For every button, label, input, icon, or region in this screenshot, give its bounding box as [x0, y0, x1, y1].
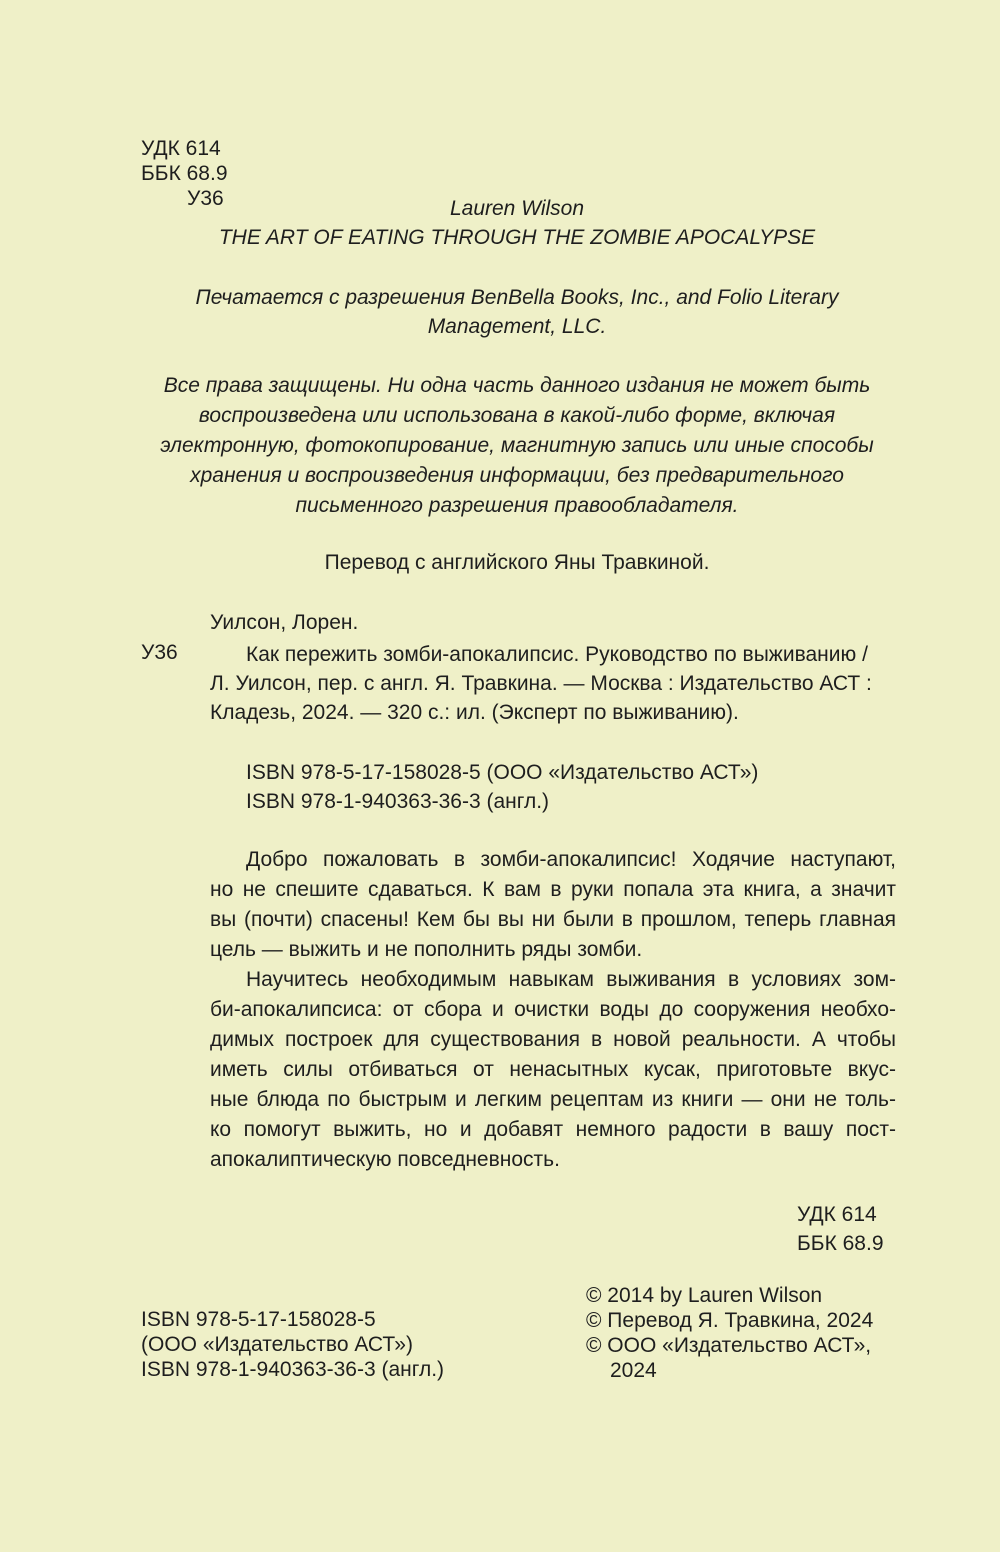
annotation-line: Научитесь необходимым навыкам выживания в условиях зом-	[246, 968, 896, 991]
annotation-paragraph-2	[210, 965, 896, 1175]
bbk-code: ББК 68.9	[141, 162, 228, 185]
catalog-heading: Уилсон, Лорен.	[210, 611, 359, 634]
permission-line: Management, LLC.	[427, 315, 607, 338]
catalog-isbn	[246, 758, 758, 816]
description-line: Л. Уилсон, пер. с англ. Я. Травкина. — Москва : Издательство АСТ :	[210, 672, 872, 695]
isbn-line: ISBN 978-5-17-158028-5 (ООО «Издательство АСТ»)	[246, 761, 759, 784]
rights-line: электронную, фотокопирование, магнитную запись или иные способы	[160, 434, 874, 457]
annotation-line: иметь силы отбиваться от ненасытных кусак, приготовьте вкус-	[210, 1058, 896, 1081]
annotation-line: но не спешите сдаваться. К вам в руки попала эта книга, а значит	[210, 878, 896, 901]
isbn-line: ISBN 978-5-17-158028-5	[141, 1308, 376, 1331]
permission-notice	[140, 283, 894, 341]
annotation-line: вы (почти) спасены! Кем бы вы ни были в прошлом, теперь главная	[210, 908, 896, 931]
translation-credit	[140, 550, 894, 575]
copyright-line: © ООО «Издательство АСТ»,	[586, 1334, 872, 1357]
udk-code: УДК 614	[141, 137, 221, 160]
annotation-line: би-апокалипсиса: от сбора и очистки воды до сооружения необхо-	[210, 998, 896, 1021]
annotation-line: ные блюда по быстрым и легким рецептам из книги — они не толь-	[210, 1088, 896, 1111]
permission-line: Печатается с разрешения BenBella Books, Inc., and Folio Literary	[195, 286, 839, 309]
isbn-line: ISBN 978-1-940363-36-3 (англ.)	[246, 790, 550, 813]
original-edition	[140, 194, 894, 252]
annotation-line: Добро пожаловать в зомби-апокалипсис! Ходячие наступают,	[246, 848, 896, 871]
udk-code: УДК 614	[797, 1203, 877, 1226]
annotation-line: димых построек для существования в новой реальности. А чтобы	[210, 1028, 896, 1051]
isbn-line: (ООО «Издательство АСТ»)	[141, 1333, 413, 1356]
rights-line: хранения и воспроизведения информации, без предварительного	[190, 464, 844, 487]
rights-line: письменного разрешения правообладателя.	[295, 494, 739, 517]
description-line: Кладезь, 2024. — 320 с.: ил. (Эксперт по выживанию).	[210, 701, 739, 724]
rights-line: Все права защищены. Ни одна часть данного издания не может быть	[163, 374, 871, 397]
description-line: Как пережить зомби-апокалипсис. Руководство по выживанию /	[246, 643, 868, 666]
footer-codes	[797, 1200, 884, 1258]
isbn-line: ISBN 978-1-940363-36-3 (англ.)	[141, 1358, 445, 1381]
copyright-notice	[586, 1283, 873, 1383]
catalog-description	[210, 640, 896, 727]
rights-notice	[140, 371, 894, 521]
copyright-line: 2024	[610, 1359, 657, 1382]
annotation-line: апокалиптическую повседневность.	[210, 1148, 560, 1171]
original-title: THE ART OF EATING THROUGH THE ZOMBIE APOCALYPSE	[218, 226, 816, 249]
author-mark: У36	[187, 187, 224, 210]
translation-line: Перевод с английского Яны Травкиной.	[324, 551, 710, 574]
copyright-line: © 2014 by Lauren Wilson	[586, 1284, 823, 1307]
copyright-line: © Перевод Я. Травкина, 2024	[586, 1309, 874, 1332]
annotation-paragraph-1	[210, 845, 896, 965]
catalog-mark: У36	[141, 641, 178, 664]
footer-isbn	[141, 1307, 444, 1382]
rights-line: воспроизведена или использована в какой-либо форме, включая	[198, 404, 836, 427]
bbk-code: ББК 68.9	[797, 1232, 884, 1255]
original-author: Lauren Wilson	[449, 197, 585, 220]
annotation-line: цель — выжить и не пополнить ряды зомби.	[210, 938, 643, 961]
annotation-line: ко помогут выжить, но и добавят немного радости в вашу пост-	[210, 1118, 896, 1141]
